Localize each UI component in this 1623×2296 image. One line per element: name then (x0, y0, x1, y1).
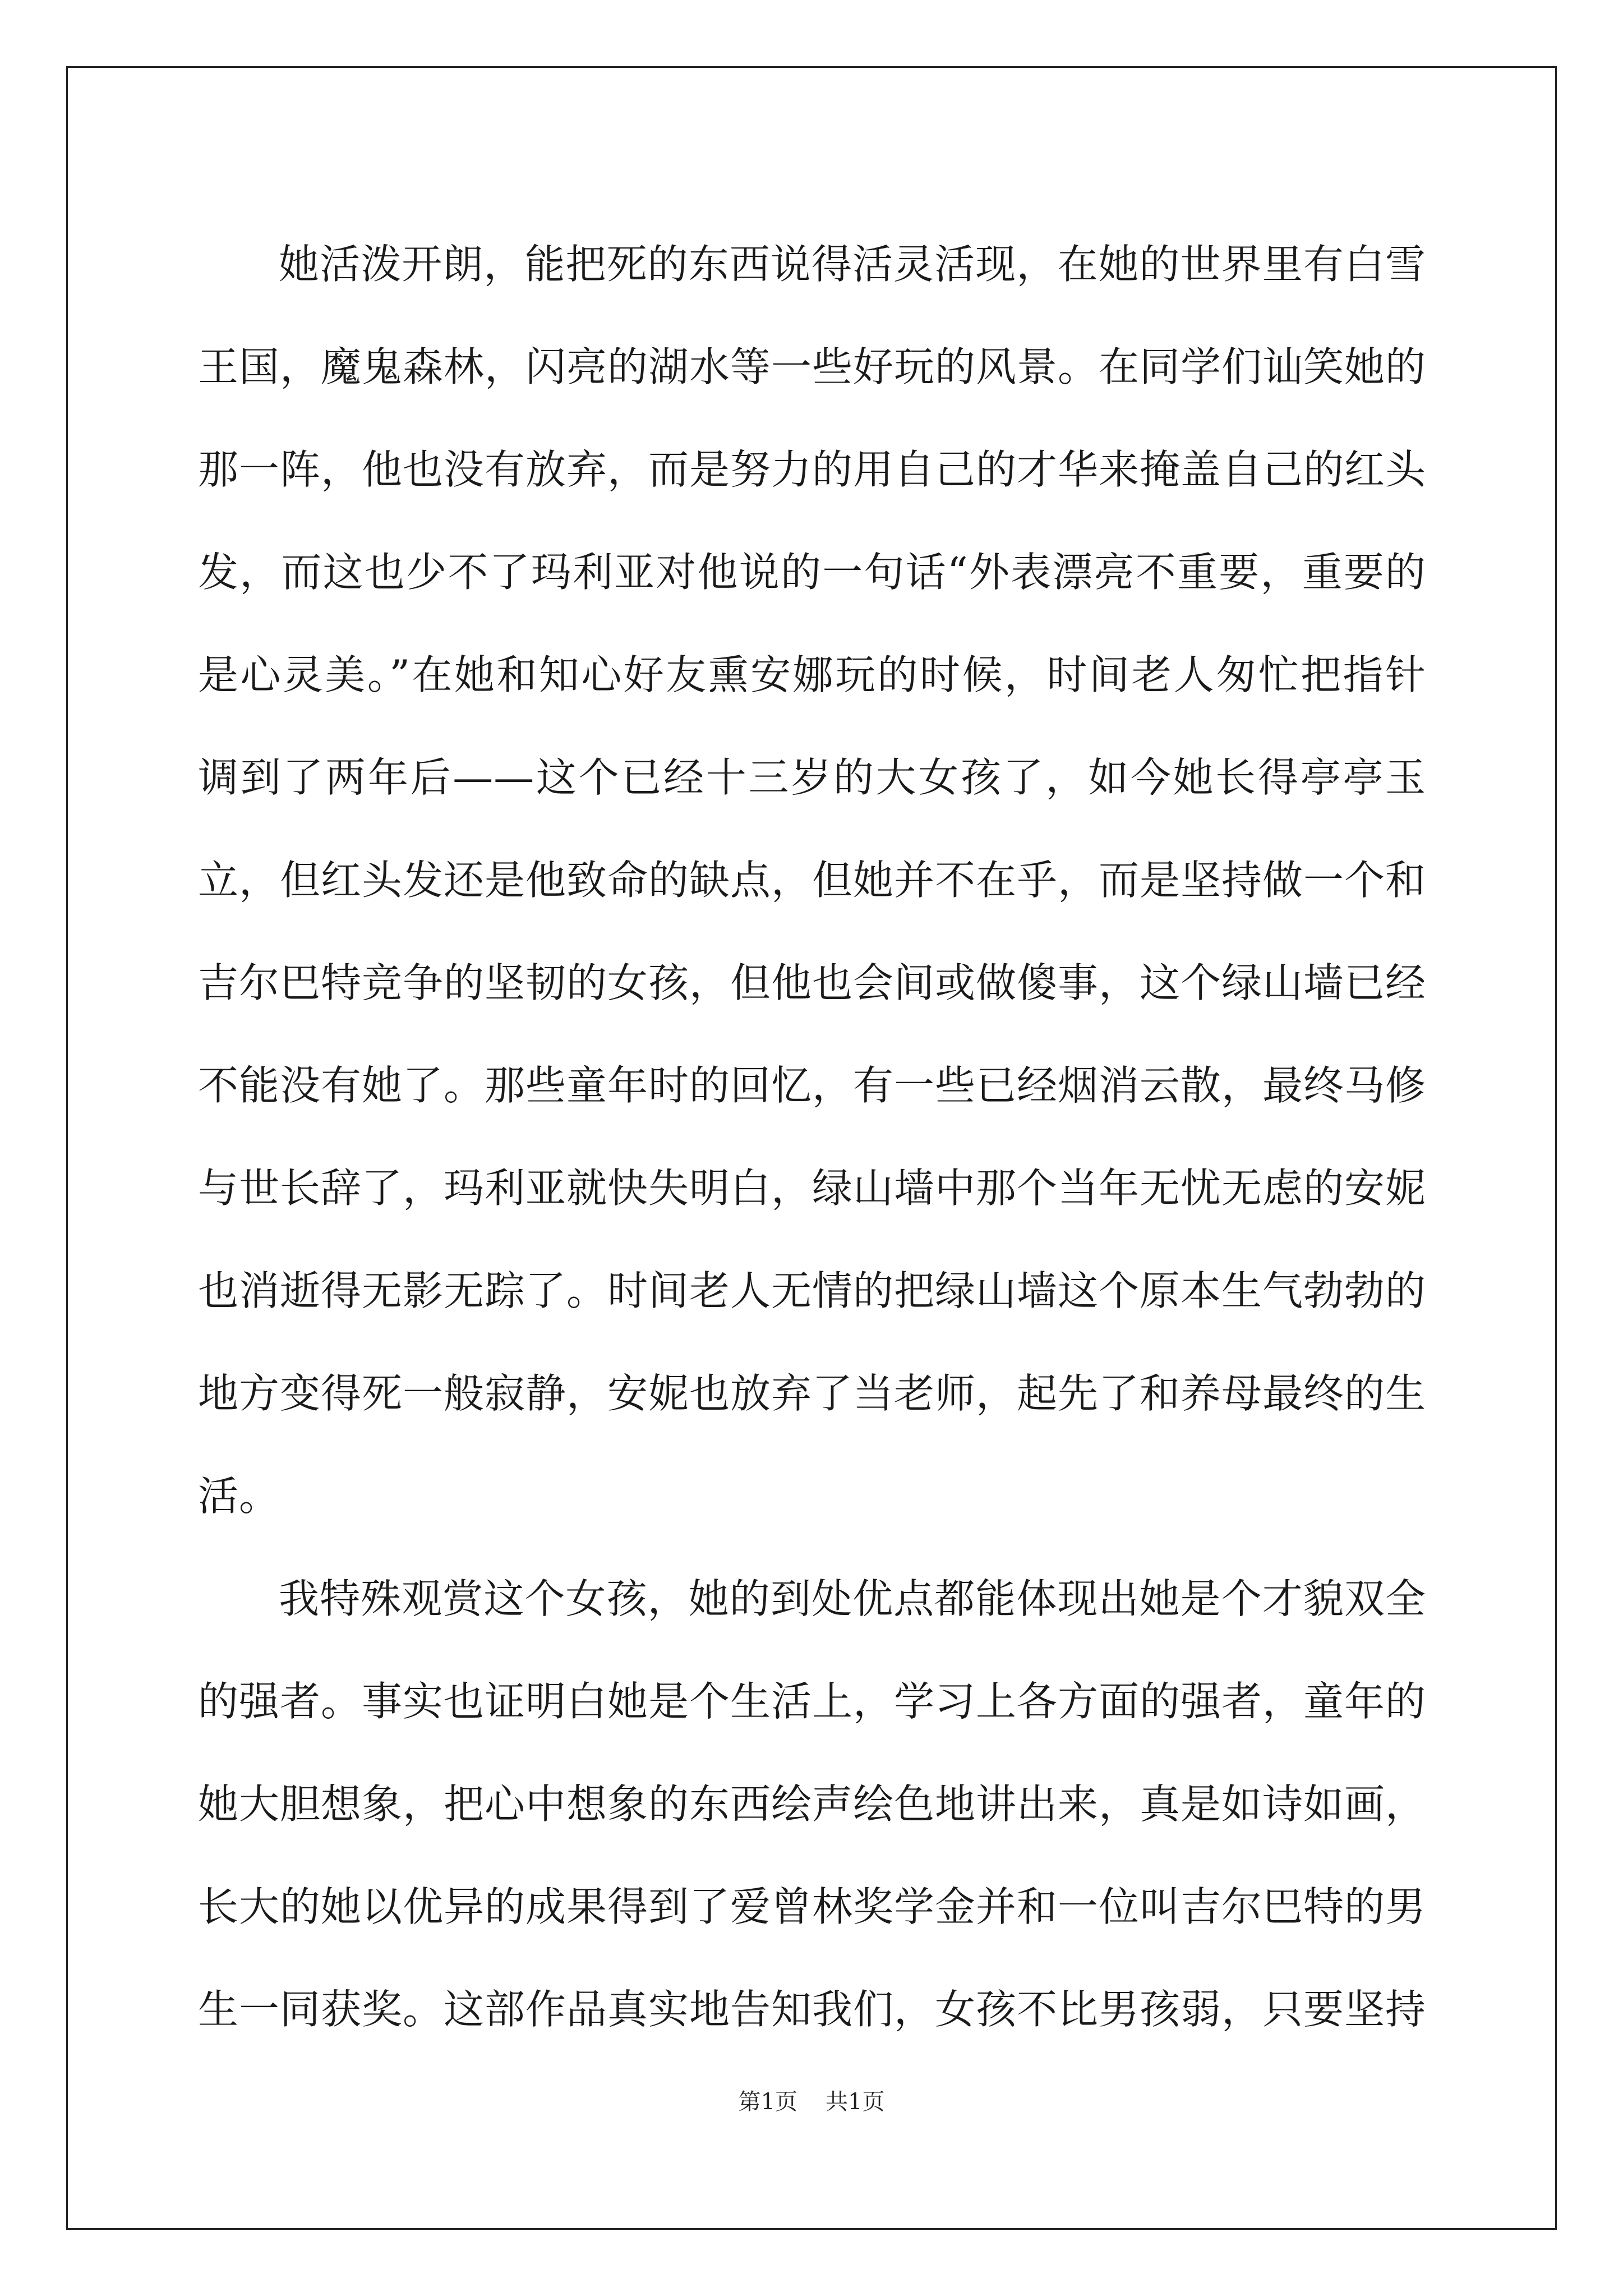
page-number-total: 共1页 (826, 2089, 885, 2115)
page-number-current: 第1页 (738, 2089, 797, 2115)
document-body (198, 213, 1426, 2061)
paragraph-1: 她活泼开朗，能把死的东西说得活灵活现，在她的世界里有白雪王国，魔鬼森林，闪亮的湖水等一些好玩的风景。在同学们讪笑她的那一阵，他也没有放弃，而是努力的用自己的才华来掩盖自己的红头发，而这也少不了玛利亚对他说的一句话“外表漂亮不重要，重要的是心灵美。”在她和知心好友熏安娜玩的时候，时间老人匆忙把指针调到了两年后——这个已经十三岁的大女孩了，如今她长得亭亭玉立，但红头发还是他致命的缺点，但她并不在乎，而是坚持做一个和吉尔巴特竞争的坚韧的女孩，但他也会间或做傻事，这个绿山墙已经不能没有她了。那些童年时的回忆，有一些已经烟消云散，最终马修与世长辞了，玛利亚就快失明白，绿山墙中那个当年无忧无虑的安妮也消逝得无影无踪了。时间老人无情的把绿山墙这个原本生气勃勃的地方变得死一般寂静，安妮也放弃了当老师，起先了和养母最终的生活。 (198, 241, 1427, 1520)
paragraph-2: 我特殊观赏这个女孩，她的到处优点都能体现出她是个才貌双全的强者。事实也证明白她是个生活上，学习上各方面的强者，童年的她大胆想象，把心中想象的东西绘声绘色地讲出来，真是如诗如画，长大的她以优异的成果得到了爱曾林奖学金并和一位叫吉尔巴特的男生一同获奖。这部作品真实地告知我们，女孩不比男孩弱，只要坚持 (198, 1575, 1427, 2033)
page-footer (0, 2088, 1623, 2116)
